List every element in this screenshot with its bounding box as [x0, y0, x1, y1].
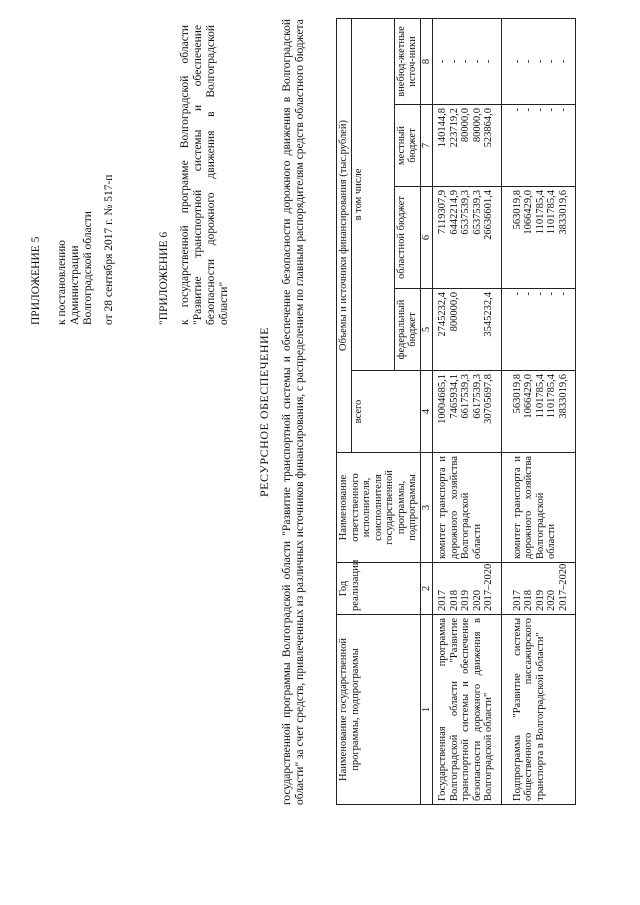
cell-federal: [433, 289, 502, 371]
col-number: 1: [420, 615, 433, 805]
cell-value-years: 2020: [546, 590, 557, 611]
cell-value-federal: 2745232,4: [437, 292, 448, 337]
cell-years: [433, 563, 502, 615]
cell-value-years: 2017: [437, 590, 448, 611]
cell-text-name: Подпрограмма "Развитие системы общественного пассажирского транспорта в Волгоградской области": [511, 618, 546, 801]
cell-value-regional: 7119307,9: [437, 190, 448, 235]
cell-value-regional: 26636601,4: [483, 190, 494, 240]
appendix-5-date: от 28 сентября 2017 г. № 517-п: [103, 174, 115, 325]
cell-value-total: 30705697,8: [483, 374, 494, 424]
cell-value-extra: -: [546, 59, 557, 64]
cell-value-extra: -: [534, 59, 546, 64]
cell-value-total: 1066429,0: [523, 374, 534, 419]
cell-value-extra: -: [483, 59, 494, 64]
cell-value-local: -: [546, 108, 557, 112]
cell-value-extra: -: [511, 59, 523, 64]
cell-value-years: 2019: [534, 590, 546, 611]
cell-value-extra: -: [460, 59, 471, 64]
appendix-6-label: "ПРИЛОЖЕНИЕ 6: [158, 231, 170, 325]
cell-value-regional: 3833019,6: [557, 190, 569, 235]
cell-regional: [433, 187, 502, 289]
cell-value-federal: -: [511, 292, 523, 296]
cell-value-federal: 800000,0: [448, 292, 460, 332]
col-number: 4: [420, 371, 433, 453]
cell-extra: [501, 18, 576, 104]
document-title-block: [258, 19, 308, 805]
cell-value-extra: -: [471, 59, 483, 64]
cell-total: [501, 371, 576, 453]
document-subtitle: государственной программы Волгоградской области "Развитие транспортной системы и обеспечение безопасности дорожного движения в Волгоградской области" за счет средств, привлеченных из различных источников финансирования, с распределением по главным распорядителям средств областного бюджета: [280, 19, 306, 805]
appendix-5-line1: к постановлению: [56, 240, 68, 325]
cell-value-total: 3833019,6: [557, 374, 569, 419]
appendix-5-line3: Волгоградской области: [82, 211, 94, 325]
cell-value-years: 2017–2020: [483, 563, 494, 611]
cell-regional: [501, 187, 576, 289]
cell-value-years: 2018: [448, 590, 460, 611]
cell-value-federal: -: [546, 292, 557, 296]
col-number: 3: [420, 453, 433, 563]
cell-extra: [433, 18, 502, 104]
column-numbers-row: [420, 18, 433, 804]
cell-value-federal: 3545232,4: [483, 292, 494, 337]
cell-value-years: 2018: [523, 590, 534, 611]
cell-text-executor: комитет транспорта и дорожного хозяйства Волгоградской области: [437, 456, 483, 559]
cell-years: [501, 563, 576, 615]
appendix-5-line2: Администрации: [69, 245, 81, 325]
document-heading: РЕСУРСНОЕ ОБЕСПЕЧЕНИЕ: [257, 327, 271, 498]
col-number: 6: [420, 187, 433, 289]
cell-value-years: 2017: [511, 590, 523, 611]
cell-value-local: 80000,0: [460, 108, 471, 143]
cell-value-extra: -: [523, 59, 534, 64]
table-row: [501, 18, 576, 804]
col-number: 7: [420, 105, 433, 187]
cell-value-years: 2020: [471, 590, 483, 611]
cell-value-local: 140144,8: [437, 108, 448, 148]
cell-value-total: 1101785,4: [534, 374, 546, 419]
header-name: Наименование государственной программы, подпрограммы: [337, 615, 421, 805]
header-local: местный бюджет: [394, 105, 420, 187]
cell-value-regional: 1101785,4: [534, 190, 546, 235]
cell-name: [433, 615, 502, 805]
cell-executor: [433, 453, 502, 563]
cell-value-years: 2017–2020: [557, 563, 569, 611]
appendix-6-block: [158, 25, 231, 325]
header-regional: областной бюджет: [394, 187, 420, 289]
resource-table: [336, 18, 576, 805]
cell-value-local: -: [523, 108, 534, 112]
cell-value-federal: -: [557, 292, 569, 296]
cell-value-local: -: [511, 108, 523, 112]
header-extra: внебюд-жетные источ-ники: [394, 18, 420, 104]
header-total: всего: [351, 371, 420, 453]
cell-value-extra: -: [448, 59, 460, 64]
cell-value-total: 7465934,1: [448, 374, 460, 419]
cell-value-regional: 1101785,4: [546, 190, 557, 235]
cell-value-regional: 6537539,3: [460, 190, 471, 235]
cell-value-extra: -: [557, 59, 569, 64]
cell-value-federal: [460, 292, 472, 367]
cell-value-regional: 6537539,3: [471, 190, 483, 235]
col-number: 5: [420, 289, 433, 371]
cell-value-total: 563019,8: [511, 374, 523, 414]
cell-value-regional: 563019,8: [511, 190, 523, 230]
table-row: [433, 18, 502, 804]
cell-value-regional: 1066429,0: [523, 190, 534, 235]
cell-value-local: 523864,0: [483, 108, 494, 148]
col-number: 8: [420, 18, 433, 104]
cell-value-total: 1101785,4: [546, 374, 557, 419]
cell-text-executor: комитет транспорта и дорожного хозяйства Волгоградской области: [511, 456, 557, 559]
cell-local: [433, 105, 502, 187]
cell-value-total: 10004685,1: [437, 374, 448, 424]
appendix-5-label: ПРИЛОЖЕНИЕ 5: [30, 236, 42, 325]
header-executor: Наименование ответственного исполнителя, соисполнителя государственной программы, подпрограммы: [337, 453, 421, 563]
cell-executor: [501, 453, 576, 563]
cell-value-regional: 6442214,9: [448, 190, 460, 235]
cell-value-local: -: [534, 108, 546, 112]
header-volumes: Объемы и источники финансирования (тыс.рублей): [337, 18, 352, 452]
cell-name: [501, 615, 576, 805]
cell-value-federal: -: [534, 292, 546, 296]
header-federal: федеральный бюджет: [394, 289, 420, 371]
header-year: Год реализации: [337, 563, 421, 615]
cell-federal: [501, 289, 576, 371]
cell-value-federal: [472, 292, 484, 367]
cell-local: [501, 105, 576, 187]
cell-value-years: 2019: [460, 590, 471, 611]
cell-value-total: 6617539,3: [471, 374, 483, 419]
cell-value-local: 80000,0: [471, 108, 483, 143]
col-number: 2: [420, 563, 433, 615]
cell-value-federal: -: [523, 292, 534, 296]
appendix-5-block: [30, 175, 116, 325]
cell-value-local: -: [557, 108, 569, 112]
cell-total: [433, 371, 502, 453]
header-incl: в том числе: [351, 18, 394, 370]
cell-value-total: 6617539,3: [460, 374, 471, 419]
appendix-6-text: к государственной программе Волгоградской области "Развитие транспортной системы и обеспечение безопасности дорожного движения в Волгоградской области": [179, 25, 230, 325]
cell-value-local: 223719,2: [448, 108, 460, 148]
cell-text-name: Государственная программа Волгоградской области "Развитие транспортной системы и обеспечение безопасности дорожного движения в Волгоградской области": [437, 618, 494, 801]
cell-value-extra: -: [437, 59, 448, 64]
